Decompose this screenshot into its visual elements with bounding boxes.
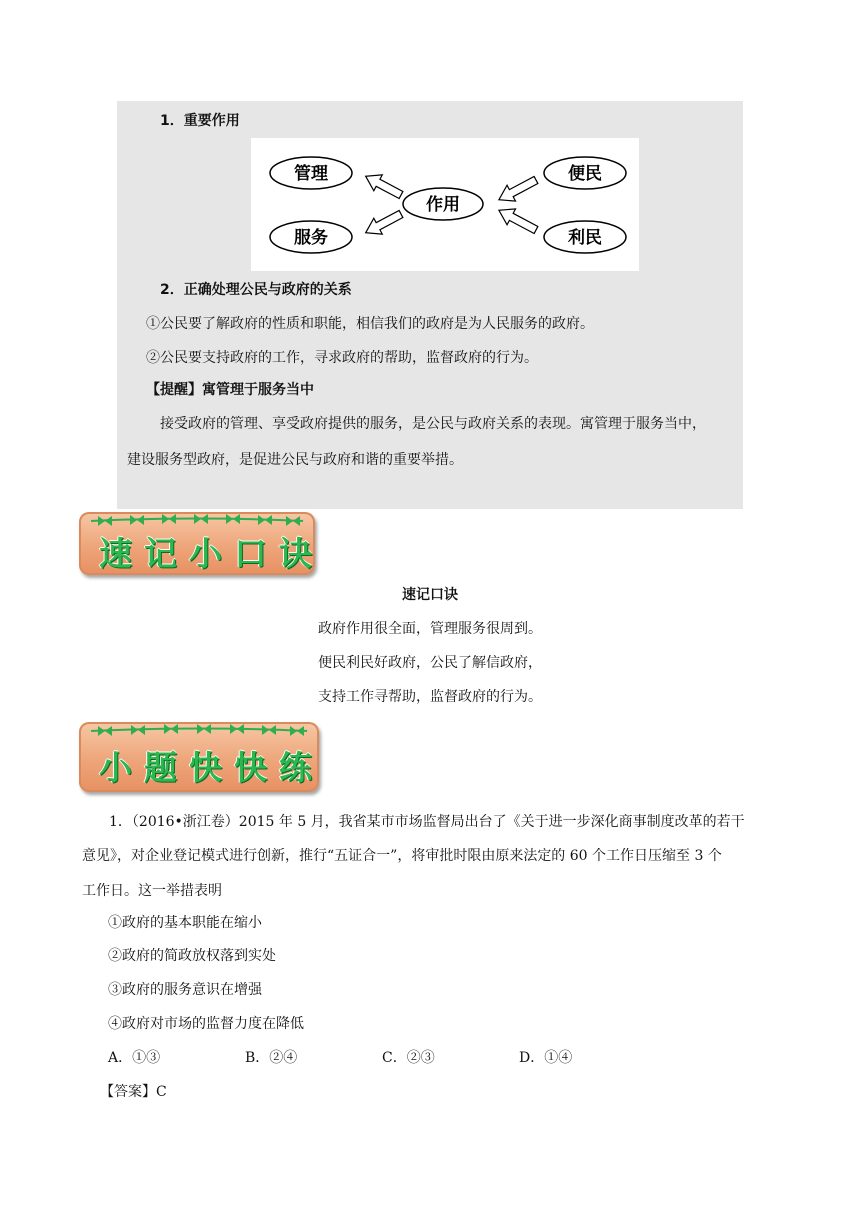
label-guanli: 管理: [294, 164, 328, 184]
option-c: C．②③: [382, 1050, 435, 1066]
option-b: B．②④: [245, 1050, 298, 1066]
label-limin: 利民: [568, 228, 602, 248]
question-stem-line3: 工作日。这一举措表明: [82, 883, 222, 899]
mnemonic-line-2: 便民利民好政府，公民了解信政府，: [318, 655, 542, 671]
reminder-para-line2: 建设服务型政府，是促进公民与政府和谐的重要举措。: [127, 452, 463, 468]
role-diagram: [251, 138, 639, 271]
label-bianmin: 便民: [568, 164, 602, 184]
arrow-from-limin: [495, 202, 541, 238]
statement-2: ②政府的简政放权落到实处: [108, 948, 276, 964]
mnemonic-line-3: 支持工作寻帮助，监督政府的行为。: [318, 689, 542, 705]
banner-practice-title: 小题快快练: [99, 748, 324, 787]
arrow-from-bianmin: [495, 172, 541, 208]
option-a: A．①③: [108, 1050, 161, 1066]
option-d: D．①④: [519, 1050, 573, 1066]
statement-3: ③政府的服务意识在增强: [108, 982, 262, 998]
mnemonic-line-1: 政府作用很全面，管理服务很周到。: [318, 621, 542, 637]
question-stem-line2: 意见》，对企业登记模式进行创新，推行“五证合一”，将审批时限由原来法定的 60 个工作日压缩至 3 个: [82, 848, 722, 864]
answer: 【答案】C: [100, 1084, 167, 1100]
reminder-para-line1: 接受政府的管理、享受政府提供的服务，是公民与政府关系的表现。寓管理于服务当中，: [160, 416, 706, 432]
reminder-heading: 【提醒】寓管理于服务当中: [146, 382, 314, 398]
bow-decoration-icon: [79, 722, 319, 740]
arrow-to-guanli: [361, 168, 405, 203]
statement-4: ④政府对市场的监督力度在降低: [108, 1016, 304, 1032]
section2-item-2: ②公民要支持政府的工作，寻求政府的帮助，监督政府的行为。: [146, 350, 538, 366]
section2-item-1: ①公民要了解政府的性质和职能，相信我们的政府是为人民服务的政府。: [146, 316, 594, 332]
section1-heading: 1．重要作用: [160, 113, 240, 129]
arrow-to-fuwu: [361, 206, 405, 241]
mnemonic-title: 速记口诀: [402, 587, 458, 603]
statement-1: ①政府的基本职能在缩小: [108, 915, 262, 931]
label-zuoyong: 作用: [426, 195, 460, 215]
label-fuwu: 服务: [294, 228, 328, 248]
banner-mnemonic-title: 速记小口诀: [99, 534, 324, 573]
question-stem-line1: 1．（2016•浙江卷）2015 年 5 月，我省某市市场监督局出台了《关于进一步深化商事制度改革的若干: [109, 814, 745, 830]
section2-heading: 2．正确处理公民与政府的关系: [160, 282, 352, 298]
banner-practice: [79, 722, 324, 792]
banner-mnemonic: [79, 512, 324, 575]
